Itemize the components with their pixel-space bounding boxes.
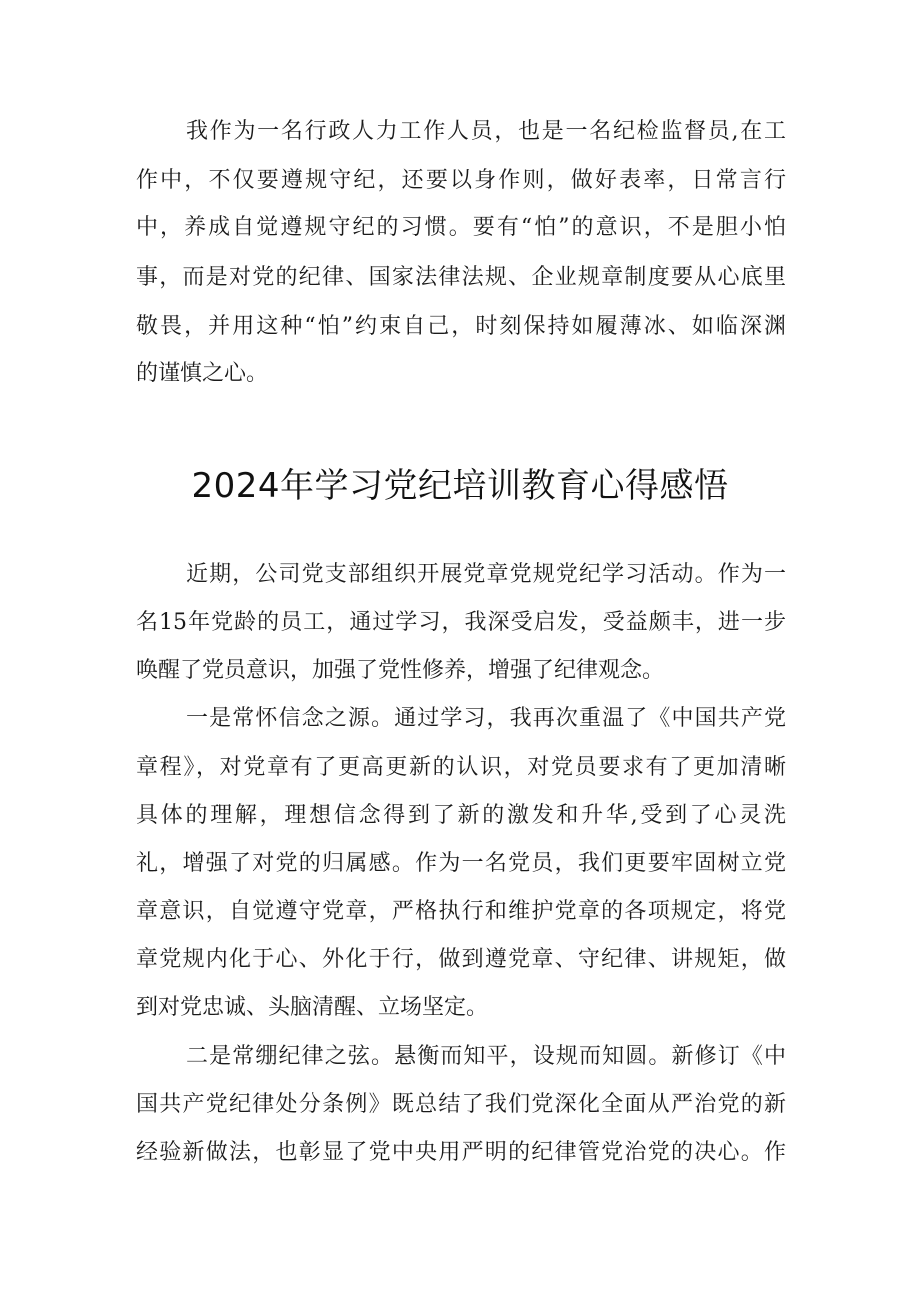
para2-line-5: 章意识，自觉遵守党章，严格执行和维护党章的各项规定，将党 [136,899,786,924]
intro-line-5: 敬畏，并用这种“怕”约束自己，时刻保持如履薄冰、如临深渊 [136,314,786,339]
intro-line-2: 作中，不仅要遵规守纪，还要以身作则，做好表率，日常言行 [136,168,786,193]
para2-line-7: 到对党忠诚、头脑清醒、立场坚定。 [136,995,489,1020]
para3-line-3: 经验新做法，也彰显了党中央用严明的纪律管党治党的决心。作 [136,1140,786,1165]
para3-line-1: 二是常绷纪律之弦。悬衡而知平，设规而知圆。新修订《中 [186,1044,786,1069]
para2-line-2: 章程》，对党章有了更高更新的认识，对党员要求有了更加清晰 [136,755,786,780]
para2-line-6: 章党规内化于心、外化于行，做到遵党章、守纪律、讲规矩，做 [136,947,786,972]
intro-line-4: 事，而是对党的纪律、国家法律法规、企业规章制度要从心底里 [136,265,786,290]
para1-line-2: 名15年党龄的员工，通过学习，我深受启发，受益颇丰，进一步 [136,610,786,635]
document-title: 2024年学习党纪培训教育心得感悟 [191,466,729,506]
para1-line-1: 近期，公司党支部组织开展党章党规党纪学习活动。作为一 [186,562,786,587]
intro-line-6: 的谨慎之心。 [136,361,269,386]
para2-line-3: 具体的理解，理想信念得到了新的激发和升华,受到了心灵洗 [136,803,786,828]
para2-line-4: 礼，增强了对党的归属感。作为一名党员，我们更要牢固树立党 [136,851,786,876]
intro-line-1: 我作为一名行政人力工作人员，也是一名纪检监督员,在工 [186,119,786,144]
para3-line-2: 国共产党纪律处分条例》既总结了我们党深化全面从严治党的新 [136,1092,786,1117]
intro-line-3: 中，养成自觉遵规守纪的习惯。要有“怕”的意识，不是胆小怕 [136,215,786,240]
para2-line-1: 一是常怀信念之源。通过学习，我再次重温了《中国共产党 [186,706,786,731]
para1-line-3: 唤醒了党员意识，加强了党性修养，增强了纪律观念。 [136,658,665,683]
